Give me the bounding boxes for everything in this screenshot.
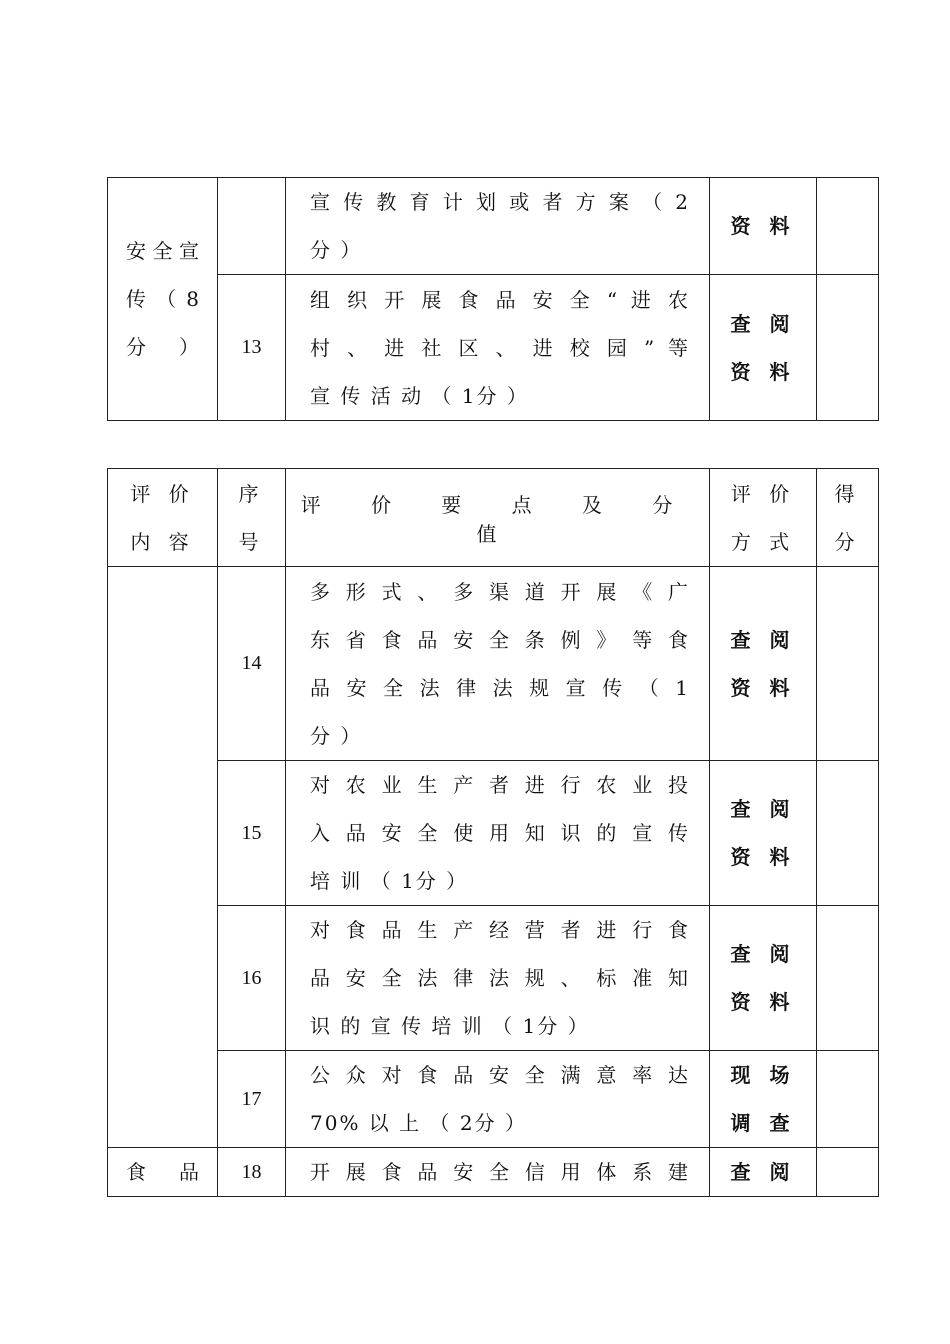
header-content: 评 价 内 容 <box>108 469 218 567</box>
category-cell <box>108 178 218 421</box>
table-row <box>108 1148 879 1197</box>
point-cell: 对 农 业 生 产 者 进 行 农 业 投 入 品 安 全 使 用 知 识 的 宣 传 培 训 （ 1分 ） <box>286 761 710 906</box>
point-line: 分 ） <box>310 238 363 262</box>
number-cell <box>218 178 286 275</box>
table-row <box>108 275 879 421</box>
number-cell: 15 <box>218 761 286 906</box>
point-line: 组 织 开 展 食 品 安 全 “ 进 农 <box>310 287 690 312</box>
score-cell <box>817 178 879 275</box>
table-row <box>108 567 879 761</box>
table-row <box>108 178 879 275</box>
score-cell <box>817 275 879 421</box>
score-cell <box>817 567 879 761</box>
category-text: 安 全 宣 传 （ 8 分 ） <box>126 239 199 359</box>
table-header-row <box>108 469 879 567</box>
method-cell: 资 料 <box>710 178 817 275</box>
point-cell: 多 形 式 、 多 渠 道 开 展 《 广 东 省 食 品 安 全 条 例 》 等 食 品 安 全 法 律 法 规 宣 传 （ 1 分 ） <box>286 567 710 761</box>
method-cell: 查 阅 资 料 <box>710 906 817 1051</box>
point-cell: 对 食 品 生 产 经 营 者 进 行 食 品 安 全 法 律 法 规 、 标 准 知 识 的 宣 传 培 训 （ 1分 ） <box>286 906 710 1051</box>
evaluation-table <box>107 468 879 1197</box>
header-points: 评 价 要 点 及 分 值 <box>286 469 710 567</box>
score-cell <box>817 1148 879 1197</box>
point-line: 宣 传 教 育 计 划 或 者 方 案 （ 2 <box>310 190 690 214</box>
header-method: 评 价 方 式 <box>710 469 817 567</box>
header-score: 得 分 <box>817 469 879 567</box>
method-cell <box>710 275 817 421</box>
point-cell <box>286 178 710 275</box>
number-cell: 18 <box>218 1148 286 1197</box>
category-cell <box>108 567 218 1148</box>
score-cell <box>817 1051 879 1148</box>
number-cell: 17 <box>218 1051 286 1148</box>
method-line: 查 阅 <box>730 311 796 336</box>
score-cell <box>817 761 879 906</box>
point-cell <box>286 275 710 421</box>
point-line: 宣 传 活 动 （ 1分 ） <box>310 383 529 408</box>
method-cell: 现 场 调 查 <box>710 1051 817 1148</box>
point-cell: 公 众 对 食 品 安 全 满 意 率 达 70% 以 上 （ 2分 ） <box>286 1051 710 1148</box>
method-cell: 查 阅 资 料 <box>710 567 817 761</box>
number-cell: 14 <box>218 567 286 761</box>
point-line: 村 、 进 社 区 、 进 校 园 ” 等 <box>310 335 690 360</box>
score-cell <box>817 906 879 1051</box>
number-cell: 13 <box>218 275 286 421</box>
method-cell: 查 阅 <box>710 1148 817 1197</box>
table-row <box>108 761 879 906</box>
evaluation-table-continued <box>107 177 879 421</box>
point-cell: 开 展 食 品 安 全 信 用 体 系 建 <box>286 1148 710 1197</box>
table-row <box>108 906 879 1051</box>
category-cell: 食 品 <box>108 1148 218 1197</box>
header-number: 序 号 <box>218 469 286 567</box>
table-row <box>108 1051 879 1148</box>
method-line: 资 料 <box>730 359 796 384</box>
method-cell: 查 阅 资 料 <box>710 761 817 906</box>
number-cell: 16 <box>218 906 286 1051</box>
